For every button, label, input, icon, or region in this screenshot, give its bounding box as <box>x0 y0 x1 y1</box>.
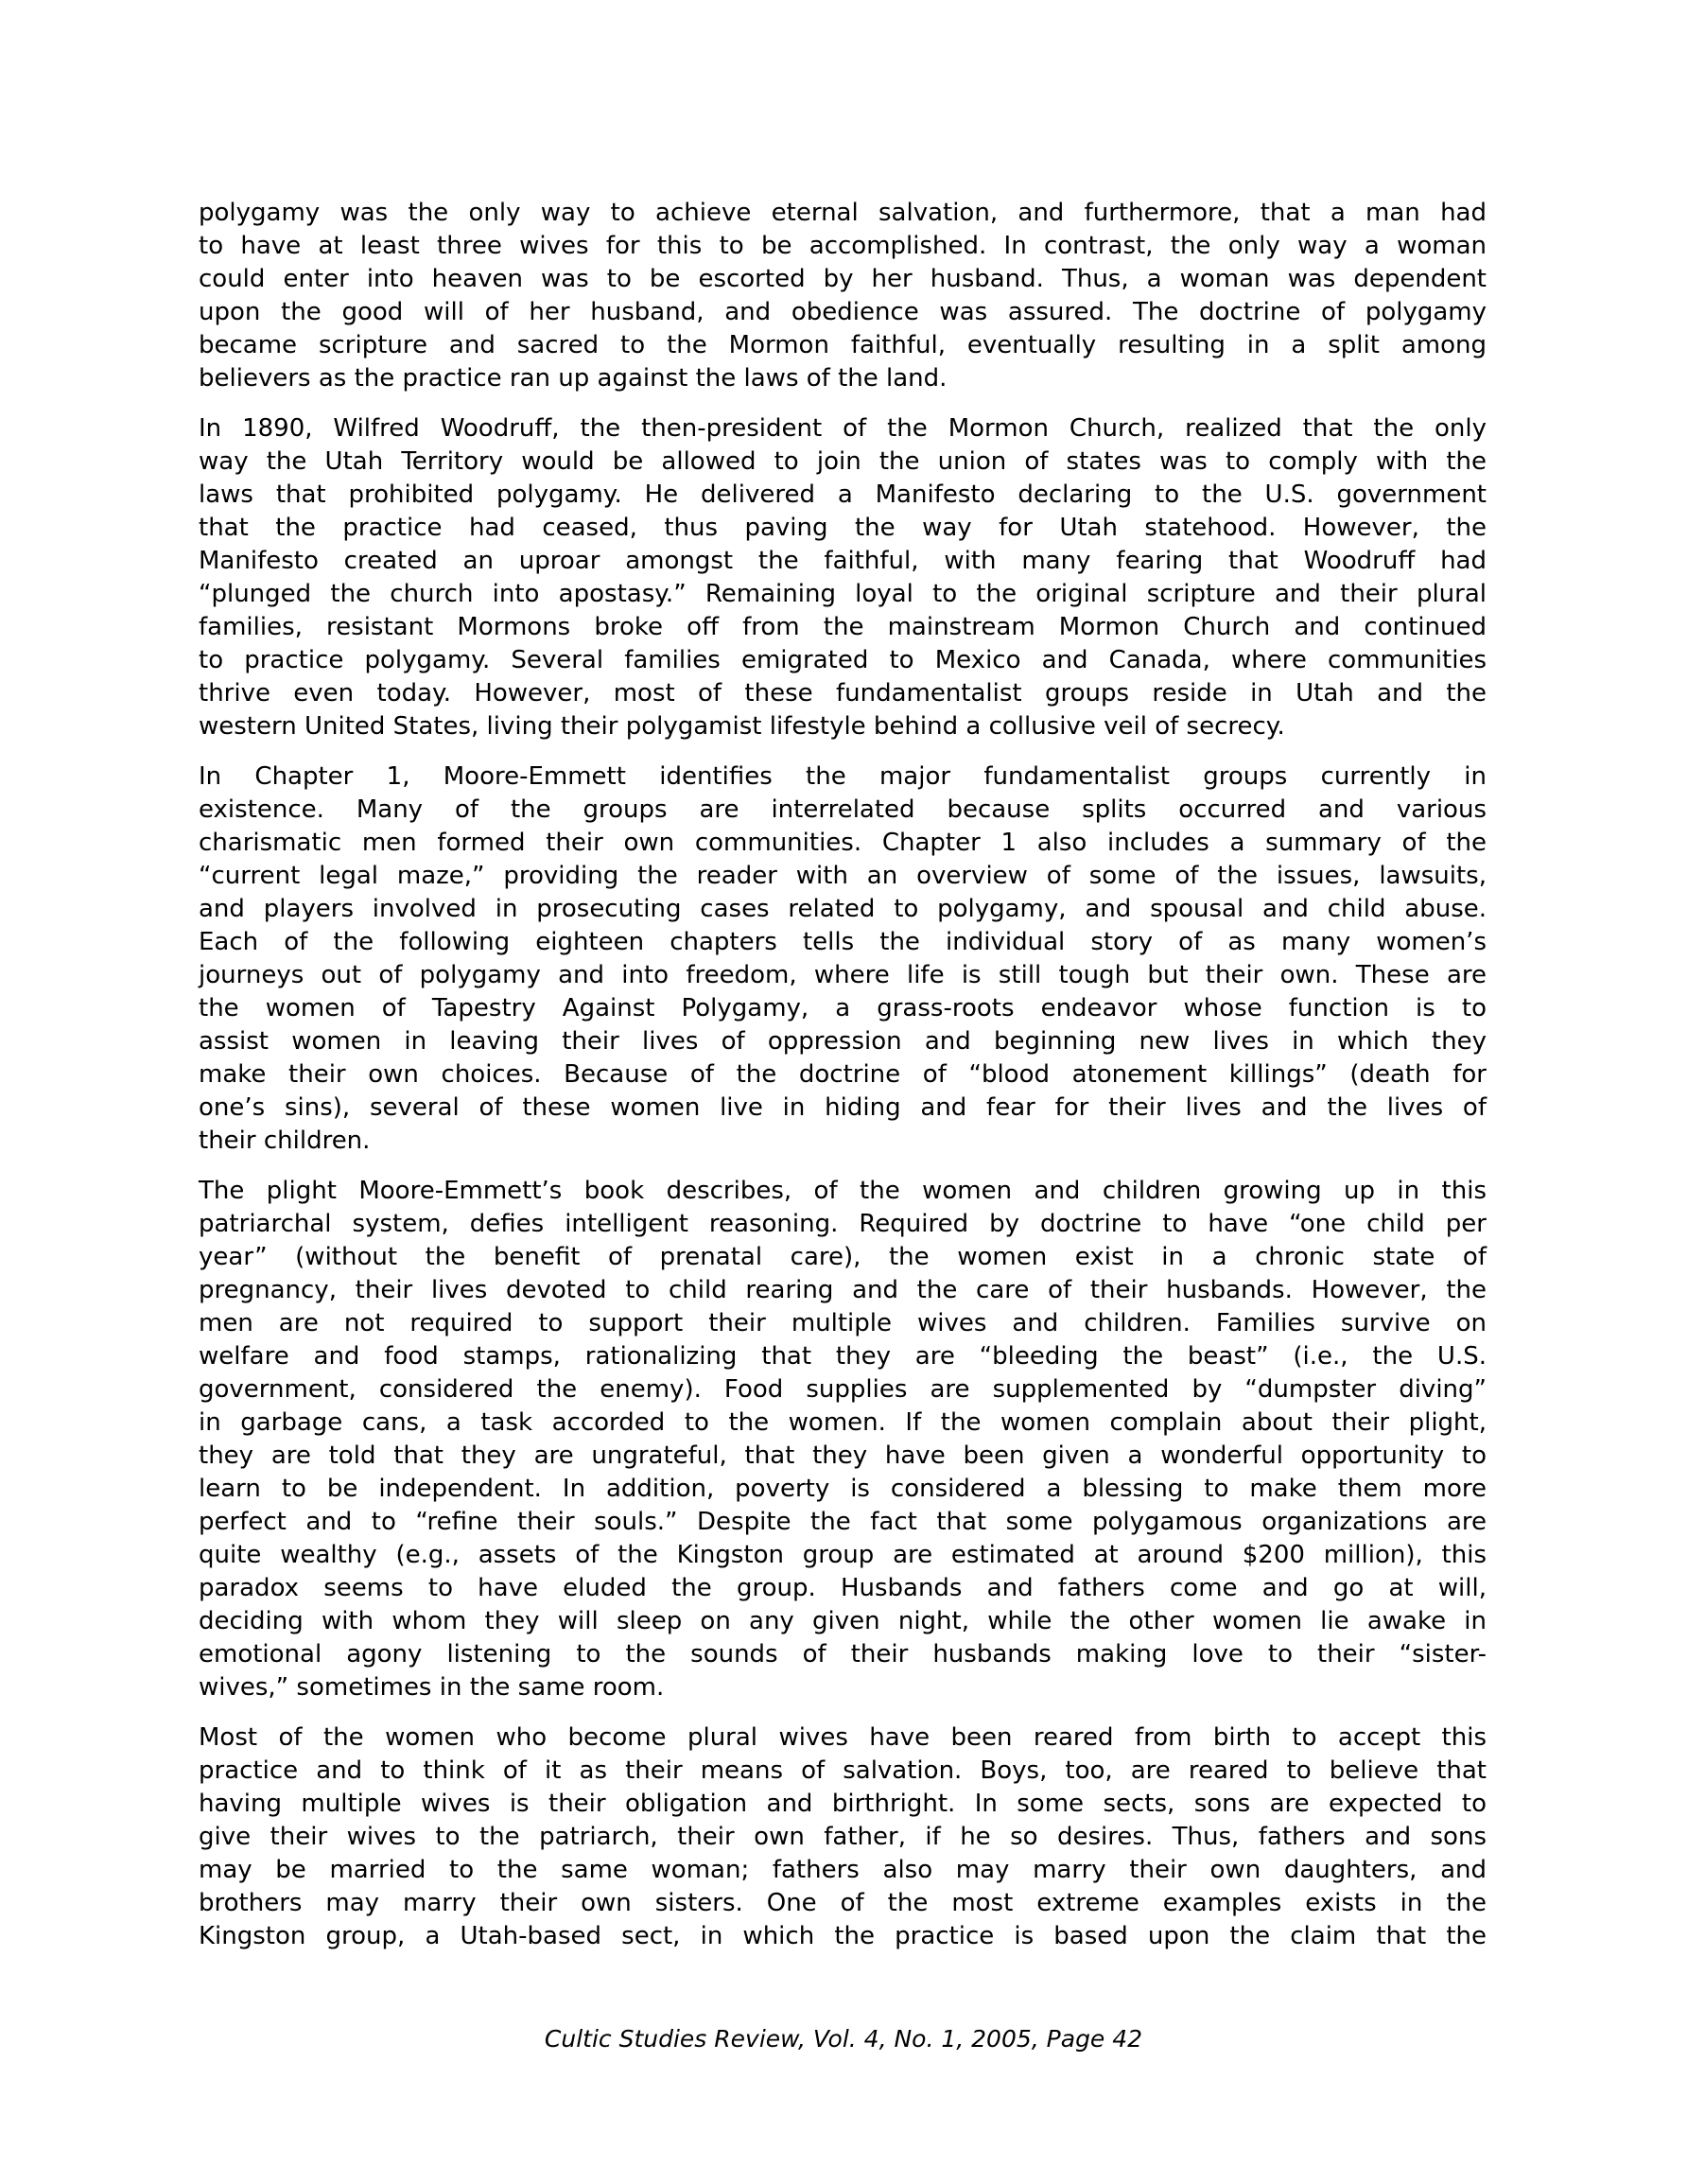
text-line: wives,” sometimes in the same room. <box>199 1673 665 1702</box>
text-line: perfect and to “refine their souls.” Despite the fact that some polygamous organizations are <box>199 1508 1487 1536</box>
text-line: polygamy was the only way to achieve eternal salvation, and furthermore, that a man had <box>199 199 1487 227</box>
text-line: assist women in leaving their lives of oppression and beginning new lives in which they <box>199 1027 1487 1056</box>
footer-citation: Cultic Studies Review, Vol. 4, No. 1, 2005, Page 42 <box>544 2025 1143 2053</box>
text-line: way the Utah Territory would be allowed to join the union of states was to comply with the <box>199 447 1487 476</box>
text-line: thrive even today. However, most of these fundamentalist groups reside in Utah and the <box>199 679 1487 708</box>
page-footer <box>0 2024 1687 2054</box>
text-line: patriarchal system, defies intelligent reasoning. Required by doctrine to have “one child per <box>199 1210 1487 1238</box>
text-line: the women of Tapestry Against Polygamy, a grass-roots endeavor whose function is to <box>199 994 1487 1022</box>
text-line: learn to be independent. In addition, poverty is considered a blessing to make them more <box>199 1475 1487 1503</box>
text-line: Each of the following eighteen chapters tells the individual story of as many women’s <box>199 928 1487 956</box>
text-line: one’s sins), several of these women live in hiding and fear for their lives and the lives of <box>199 1093 1487 1122</box>
text-line: “plunged the church into apostasy.” Remaining loyal to the original scripture and their plural <box>199 580 1487 608</box>
text-line: may be married to the same woman; fathers also may marry their own daughters, and <box>199 1856 1487 1884</box>
text-line: journeys out of polygamy and into freedom, where life is still tough but their own. These are <box>199 961 1487 989</box>
text-line: make their own choices. Because of the doctrine of “blood atonement killings” (death for <box>199 1060 1487 1089</box>
text-line: became scripture and sacred to the Mormon faithful, eventually resulting in a split among <box>199 331 1487 359</box>
text-line: quite wealthy (e.g., assets of the Kingston group are estimated at around $200 million), this <box>199 1541 1487 1569</box>
text-line: practice and to think of it as their means of salvation. Boys, too, are reared to believe that <box>199 1756 1487 1785</box>
text-line: The plight Moore-Emmett’s book describes, of the women and children growing up in this <box>199 1177 1487 1205</box>
text-line: could enter into heaven was to be escorted by her husband. Thus, a woman was dependent <box>199 265 1487 293</box>
text-line: to have at least three wives for this to be accomplished. In contrast, the only way a woman <box>199 232 1487 260</box>
paragraph <box>199 412 1487 743</box>
text-line: and players involved in prosecuting cases related to polygamy, and spousal and child abuse. <box>199 895 1487 923</box>
text-line: their children. <box>199 1127 371 1155</box>
text-line: Most of the women who become plural wives have been reared from birth to accept this <box>199 1723 1487 1752</box>
text-line: charismatic men formed their own communities. Chapter 1 also includes a summary of the <box>199 829 1487 857</box>
text-line: “current legal maze,” providing the reader with an overview of some of the issues, lawsuits, <box>199 862 1487 890</box>
text-line: believers as the practice ran up against the laws of the land. <box>199 364 948 393</box>
text-line: upon the good will of her husband, and obedience was assured. The doctrine of polygamy <box>199 298 1487 326</box>
text-line: having multiple wives is their obligation and birthright. In some sects, sons are expected to <box>199 1790 1487 1818</box>
text-line: families, resistant Mormons broke off from the mainstream Mormon Church and continued <box>199 613 1487 641</box>
text-line: deciding with whom they will sleep on any given night, while the other women lie awake in <box>199 1607 1487 1635</box>
text-line: that the practice had ceased, thus paving the way for Utah statehood. However, the <box>199 514 1487 542</box>
paragraph <box>199 1721 1487 1953</box>
text-line: give their wives to the patriarch, their own father, if he so desires. Thus, fathers and sons <box>199 1823 1487 1851</box>
text-line: brothers may marry their own sisters. One of the most extreme examples exists in the <box>199 1889 1487 1917</box>
text-line: pregnancy, their lives devoted to child rearing and the care of their husbands. However, the <box>199 1276 1487 1304</box>
text-line: year” (without the benefit of prenatal care), the women exist in a chronic state of <box>199 1243 1487 1271</box>
paragraph <box>199 760 1487 1158</box>
text-line: welfare and food stamps, rationalizing that they are “bleeding the beast” (i.e., the U.S. <box>199 1342 1487 1371</box>
text-line: laws that prohibited polygamy. He delivered a Manifesto declaring to the U.S. government <box>199 480 1487 509</box>
paragraph <box>199 197 1487 395</box>
text-line: In 1890, Wilfred Woodruff, the then-president of the Mormon Church, realized that the only <box>199 414 1487 443</box>
article-body <box>199 197 1487 1970</box>
text-line: Kingston group, a Utah-based sect, in which the practice is based upon the claim that the <box>199 1922 1487 1950</box>
text-line: in garbage cans, a task accorded to the women. If the women complain about their plight, <box>199 1408 1487 1437</box>
text-line: Manifesto created an uproar amongst the faithful, with many fearing that Woodruff had <box>199 547 1487 575</box>
text-line: they are told that they are ungrateful, that they have been given a wonderful opportunity to <box>199 1441 1487 1470</box>
text-line: to practice polygamy. Several families emigrated to Mexico and Canada, where communities <box>199 646 1487 674</box>
text-line: emotional agony listening to the sounds of their husbands making love to their “sister- <box>199 1640 1487 1669</box>
text-line: men are not required to support their multiple wives and children. Families survive on <box>199 1309 1487 1337</box>
text-line: government, considered the enemy). Food supplies are supplemented by “dumpster diving” <box>199 1375 1487 1404</box>
text-line: In Chapter 1, Moore-Emmett identifies the major fundamentalist groups currently in <box>199 762 1487 791</box>
paragraph <box>199 1175 1487 1704</box>
text-line: existence. Many of the groups are interrelated because splits occurred and various <box>199 795 1487 824</box>
text-line: western United States, living their polygamist lifestyle behind a collusive veil of secrecy. <box>199 712 1285 741</box>
text-line: paradox seems to have eluded the group. Husbands and fathers come and go at will, <box>199 1574 1487 1602</box>
